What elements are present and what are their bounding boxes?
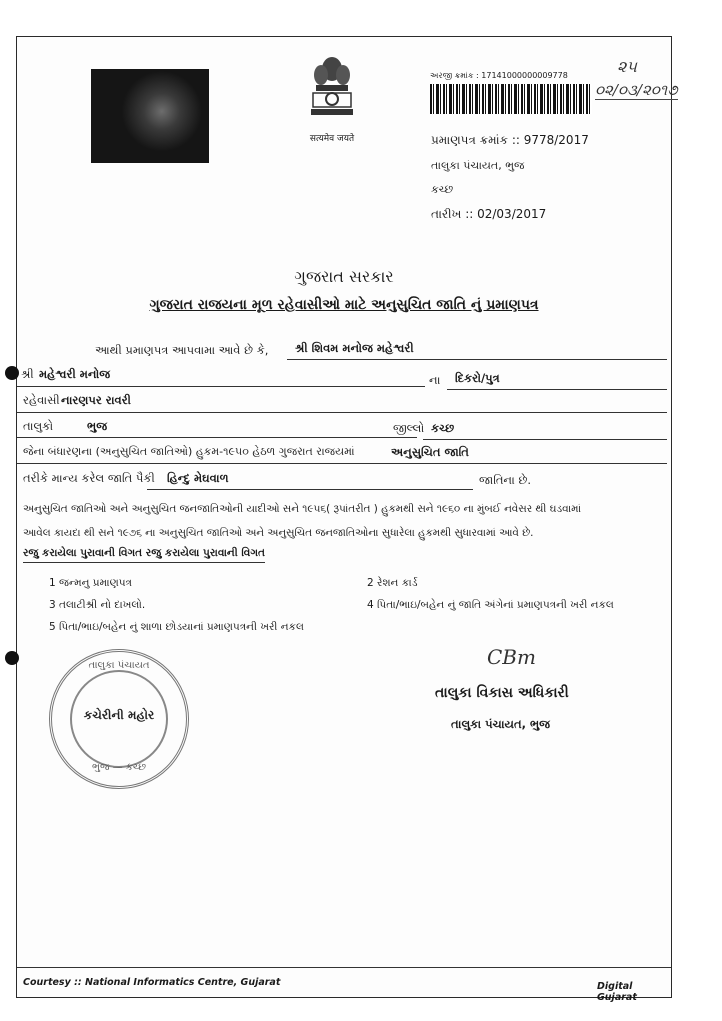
- resident-line: [17, 412, 667, 413]
- application-number: અરજી ક્રમાંક : 17141000000009778: [430, 71, 568, 80]
- category-value: અનુસુચિત જાતિ: [391, 445, 469, 459]
- caste-value: હિન્દુ મેઘવાળ: [167, 471, 229, 485]
- caste-suffix: જાતિના છે.: [479, 473, 532, 487]
- relation-label: ના: [429, 373, 441, 387]
- handwritten-date: ૦૨/૦૩/૨૦૧૭: [595, 81, 678, 99]
- issuing-district: કચ્છ: [431, 183, 454, 196]
- office-seal: [49, 649, 189, 789]
- legal-paragraph-line-2: આવેલ કાયદા થી સને ૧૯૭૬ ના અનુસુચિત જાતિઓ અને અનુસુચિત જનજાતિઓના સુધારેલા હુકમથી સુધારવામાં આવે છે.: [23, 527, 534, 539]
- footer-courtesy: Courtesy :: National Informatics Centre, Gujarat: [23, 977, 281, 988]
- evidence-item: 5 પિતા/ભાઇ/બહેન નું શાળા છોડયાનાં પ્રમાણપત્રની ખરી નકલ: [49, 621, 304, 633]
- seal-bottom-text: ભુજ — કચ્છ: [92, 762, 146, 773]
- taluka-line: [17, 437, 417, 438]
- constitution-line: [17, 463, 667, 464]
- resident-value: નારણપર રાવરી: [61, 393, 131, 407]
- evidence-item: 3 તલાટીશ્રી નો દાખલો.: [49, 599, 146, 611]
- evidence-item: 2 રેશન કાર્ડ: [367, 577, 418, 589]
- certificate-subject: ગુજરાત રાજયના મૂળ રહેવાસીઓ માટે અનુસુચિત જાતિ નું પ્રમાણપત્ર: [149, 297, 539, 313]
- certificate-page: [16, 36, 678, 1003]
- parent-name: મહેશ્વરી મનોજ: [39, 367, 111, 381]
- parent-prefix: શ્રી: [21, 367, 34, 381]
- evidence-heading: રજુ કરાયેલા પુરાવાની વિગત રજુ કરાયેલા પુરાવાની વિગત: [23, 547, 265, 563]
- applicant-name: શ્રી શિવમ મનોજ મહેશ્વરી: [295, 341, 414, 355]
- punch-hole-icon: [5, 651, 19, 665]
- signatory-office: તાલુકા પંચાયત, ભુજ: [451, 717, 551, 731]
- name-line: [287, 359, 667, 360]
- seal-top-text: તાલુકા પંચાયત: [88, 660, 150, 671]
- district-value: કચ્છ: [431, 421, 455, 435]
- caste-line: [147, 489, 473, 490]
- relation-line: [447, 389, 667, 390]
- constitution-label: જેના બંધારણના (અનુસુચિત જાતિઓ) હુકમ-૧૯૫૦ હેઠળ ગુજરાત રાજયમાં: [23, 445, 355, 458]
- relation-value: દિકરો/પુત્ર: [455, 371, 500, 385]
- government-title: ગુજરાત સરકાર: [294, 267, 394, 286]
- legal-paragraph-line-1: અનુસુચિત જાતિઓ અને અનુસુચિત જનજાતિઓની યાદીઓ સને ૧૯૫૬( રૂપાંતરીત ) હુકમથી સને ૧૯૬૦ ના મુંબઈ નવેસર થી ઘડવામાં: [23, 503, 582, 515]
- certificate-number: પ્રમાણપત્ર ક્રમાંક :: 9778/2017: [431, 133, 589, 147]
- signature-scribble: CBm: [487, 645, 536, 669]
- barcode: [430, 84, 592, 114]
- applicant-photo: [91, 69, 209, 163]
- emblem-motto: सत्यमेव जयते: [309, 134, 355, 144]
- ashoka-lion-icon: [307, 55, 357, 121]
- recognized-label: તરીકે માન્ય કરેલ જાતિ પૈકી: [23, 471, 155, 485]
- issuing-office: તાલુકા પંચાયત, ભુજ: [431, 159, 525, 172]
- district-line: [423, 439, 667, 440]
- evidence-item: 1 જન્મનુ પ્રમાણપત્ર: [49, 577, 133, 589]
- handwritten-serial: ૨૫: [617, 57, 637, 76]
- taluka-value: ભુજ: [87, 419, 108, 433]
- signatory-title: તાલુકા વિકાસ અધિકારી: [435, 685, 569, 701]
- intro-label: આથી પ્રમાણપત્ર આપવામા આવે છે કે,: [95, 343, 269, 357]
- parent-line: [17, 386, 425, 387]
- issue-date: તારીખ :: 02/03/2017: [431, 207, 547, 221]
- resident-label: રહેવાસી: [23, 393, 60, 407]
- footer-divider: [17, 967, 671, 968]
- punch-hole-icon: [5, 366, 19, 380]
- footer-brand: Digital Gujarat: [597, 981, 637, 1003]
- seal-middle-text: કચેરીની મહોર: [83, 708, 155, 722]
- taluka-label: તાલુકો: [23, 419, 54, 433]
- district-label: જીલ્લો: [393, 421, 425, 435]
- evidence-item: 4 પિતા/ભાઇ/બહેન નું જાતિ અંગેનાં પ્રમાણપત્રની ખરી નકલ: [367, 599, 614, 611]
- national-emblem: [307, 55, 357, 133]
